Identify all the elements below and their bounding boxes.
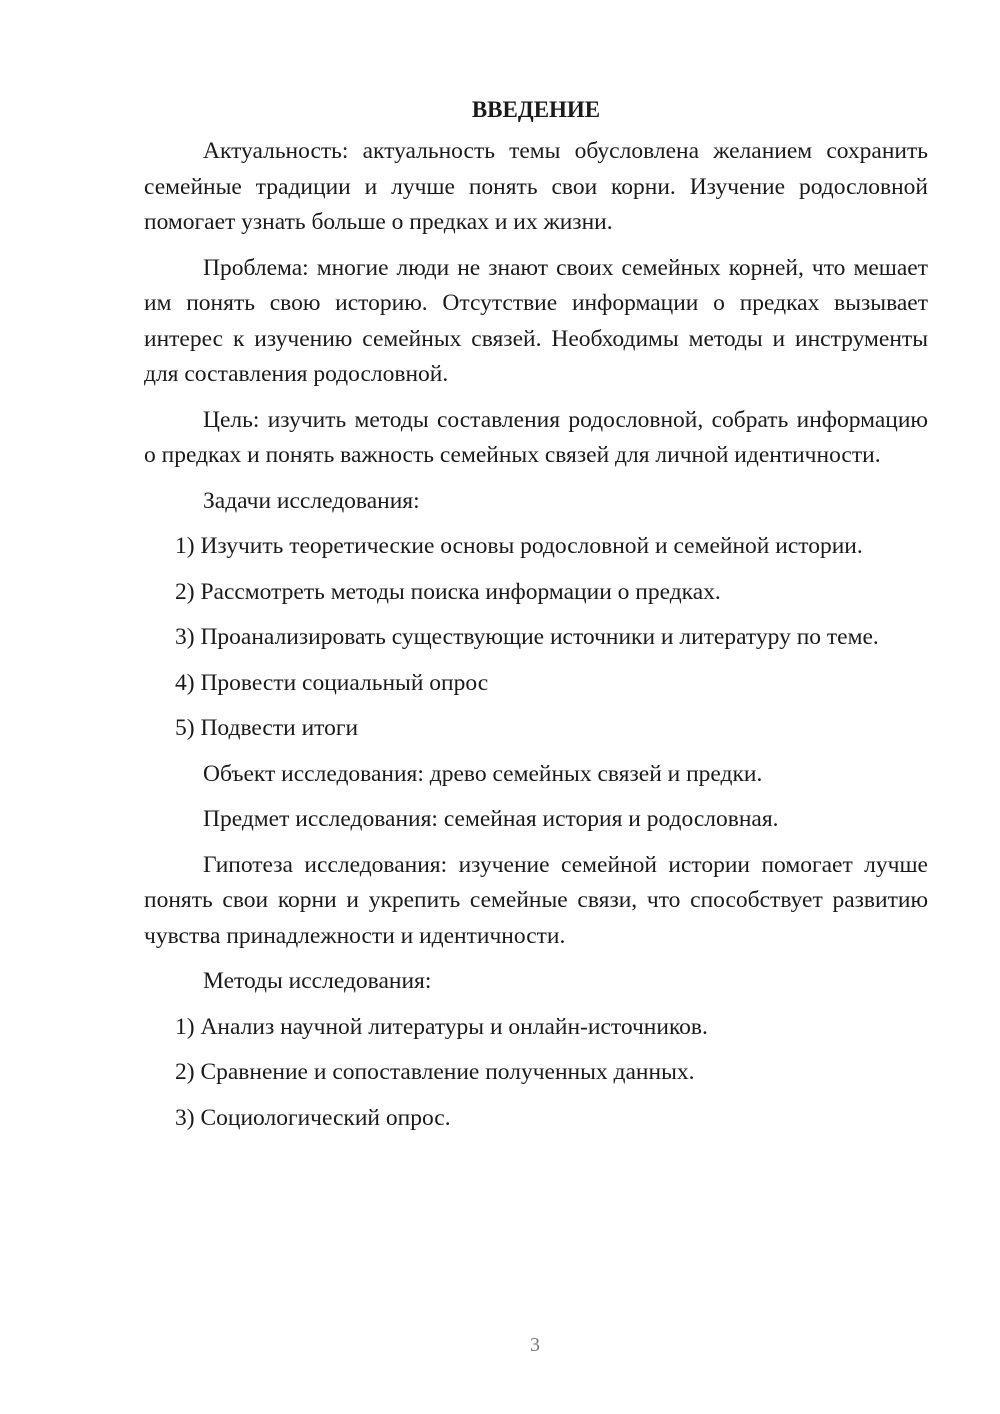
document-page — [144, 90, 928, 1146]
task-item: 4) Провести социальный опрос — [175, 669, 489, 696]
task-item: 2) Рассмотреть методы поиска информации о предках. — [175, 578, 721, 605]
task-item: 1) Изучить теоретические основы родословной и семейной истории. — [175, 533, 863, 559]
method-item: 2) Сравнение и сопоставление полученных данных. — [175, 1059, 695, 1085]
subject-paragraph: Предмет исследования: семейная история и родословная. — [203, 806, 779, 832]
task-item: 5) Подвести итоги — [175, 715, 359, 741]
object-paragraph: Объект исследования: древо семейных связей и предки. — [203, 760, 763, 787]
section-title: ВВЕДЕНИЕ — [471, 97, 601, 122]
method-item: 1) Анализ научной литературы и онлайн-источников. — [175, 1013, 708, 1040]
tasks-list — [144, 529, 928, 747]
methods-list — [144, 1010, 928, 1137]
task-item: 3) Проанализировать существующие источники и литературу по теме. — [175, 624, 879, 650]
methods-heading: Методы исследования: — [203, 968, 432, 994]
hypothesis-paragraph: Гипотеза исследования: изучение семейной истории помогает лучше понять свои корни и укрепить семейные связи, что способствует развитию чувства принадлежности и идентичности. — [144, 851, 928, 949]
relevance-paragraph: Актуальность: актуальность темы обусловлена желанием сохранить семейные традиции и лучше понять свои корни. Изучение родословной помогает узнать больше о предках и их жизни. — [144, 138, 928, 235]
problem-paragraph: Проблема: многие люди не знают своих семейных корней, что мешает им понять свою историю. Отсутствие информации о предках вызывает интерес к изучению семейных связей. Необходимы методы и инструменты для составления родословной. — [144, 254, 928, 387]
goal-paragraph: Цель: изучить методы составления родословной, собрать информацию о предках и понять важность семейных связей для личной идентичности. — [144, 406, 928, 468]
method-item: 3) Социологический опрос. — [175, 1104, 451, 1131]
tasks-heading: Задачи исследования: — [203, 487, 420, 514]
page-number: 3 — [530, 1334, 540, 1356]
